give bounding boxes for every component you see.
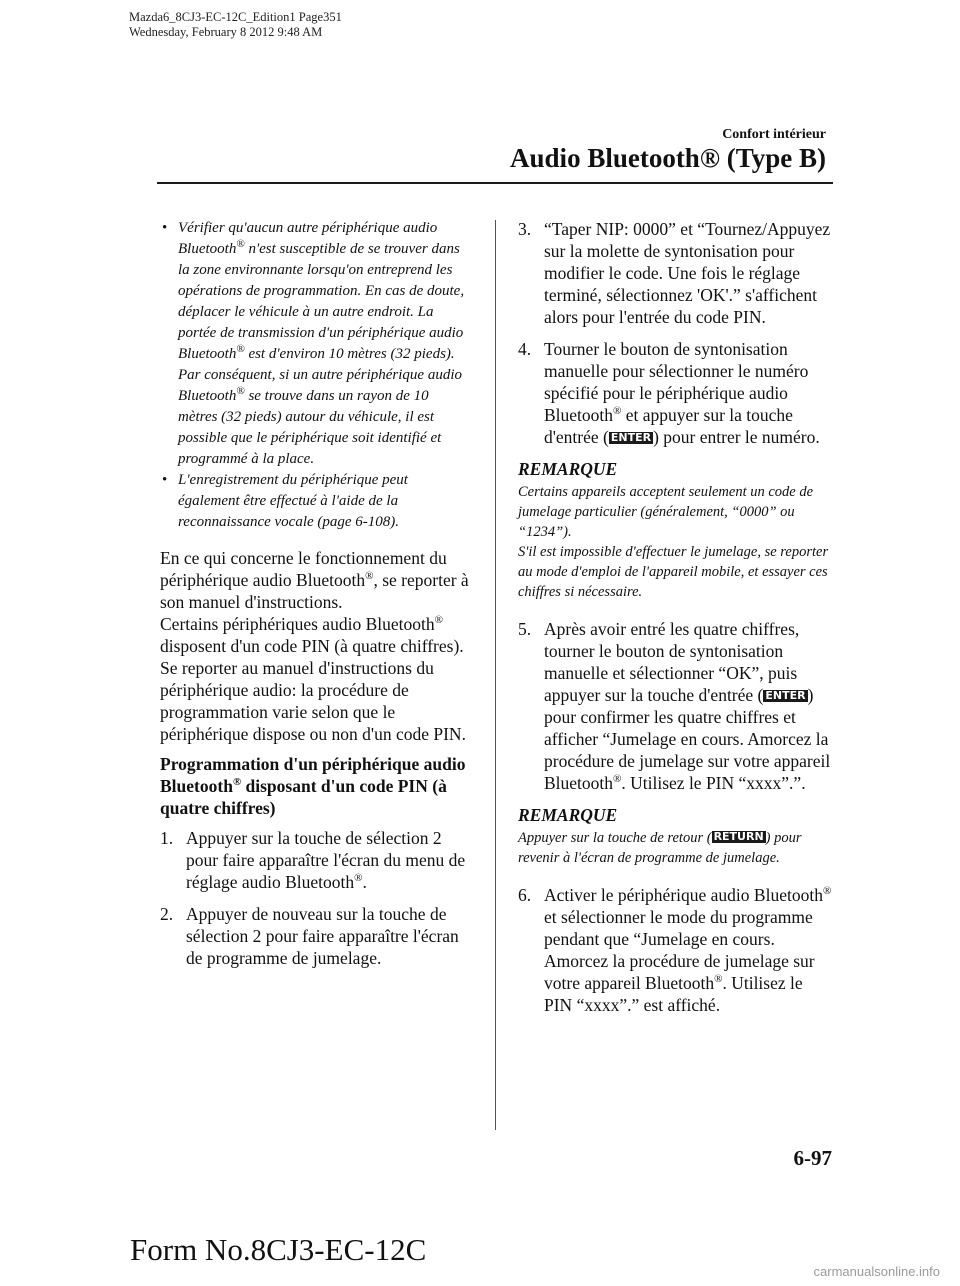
paragraph-operation: En ce qui concerne le fonctionnement du périphérique audio Bluetooth®, se reporter à son manuel d'instructions. Certains périphériques audio Bluetooth® disposent d'un code PIN (à quatre chiffres). Se reporter au manuel d'instructions du périphérique audio: la procédure de programmation varie selon que le périphérique dispose ou non d'un code PIN.: [160, 548, 469, 744]
step-2: 2. Appuyer de nouveau sur la touche de sélection 2 pour faire apparaître l'écran de programme de jumelage.: [160, 904, 459, 968]
column-divider: [495, 220, 496, 1130]
registered-mark: ®: [236, 238, 245, 250]
registered-mark: ®: [236, 385, 245, 397]
watermark: carmanualsonline.info: [813, 1264, 940, 1279]
registered-mark: ®: [613, 773, 622, 786]
step-6: 6. Activer le périphérique audio Bluetooth® et sélectionner le mode du programme pendant que “Jumelage en cours. Amorcez la procédure de jumelage sur votre appareil Bluetooth®. Utilisez le PIN “xxxx”.” est affiché.: [518, 885, 832, 1015]
registered-mark: ®: [236, 343, 245, 355]
step-4: 4. Tourner le bouton de syntonisation manuelle pour sélectionner le numéro spécifié pour le périphérique audio Bluetooth® et appuyer sur la touche d'entrée ( ENTER ) pour entrer le numéro.: [518, 339, 820, 447]
enter-key-icon: ENTER: [765, 689, 806, 702]
registered-mark: ®: [613, 405, 622, 418]
registered-mark: ®: [822, 885, 832, 898]
subheading-pin: Programmation d'un périphérique audio Bluetooth® disposant d'un code PIN (à quatre chiffres): [160, 754, 466, 818]
left-column: [160, 218, 470, 979]
registered-mark: ®: [232, 776, 242, 789]
step-3: 3. “Taper NIP: 0000” et “Tournez/Appuyez sur la molette de syntonisation pour modifier le code. Une fois le réglage terminé, sélectionnez 'OK'.” s'affichent alors pour l'entrée du code PIN.: [518, 219, 831, 327]
print-header: [129, 10, 342, 40]
registered-mark: ®: [365, 570, 374, 583]
return-key-icon: RETURN: [713, 830, 764, 843]
print-header-date: Wednesday, February 8 2012 9:48 AM: [129, 25, 323, 39]
remark-return: Appuyer sur la touche de retour ( RETURN ) pour revenir à l'écran de programme de jumelage.: [518, 830, 802, 866]
registered-mark: ®: [354, 872, 363, 885]
right-column: [518, 218, 834, 1026]
notes-list: [160, 218, 470, 533]
remark-title: REMARQUE: [518, 459, 618, 479]
form-number: Form No.8CJ3-EC-12C: [130, 1232, 427, 1267]
step-5: 5. Après avoir entré les quatre chiffres, tourner le bouton de syntonisation manuelle et sélectionner “OK”, puis appuyer sur la touche d'entrée ( ENTER ) pour confirmer les quatre chiffres et afficher “Jumelage en cours. Amorcez la procédure de jumelage sur votre appareil Bluetooth®. Utilisez le PIN “xxxx”.”.: [518, 619, 831, 793]
remark-title: REMARQUE: [518, 805, 618, 825]
note-item: • Vérifier qu'aucun autre périphérique audio Bluetooth® n'est susceptible de se trouver dans la zone environnante lorsqu'on entreprend les opérations de programmation. En cas de doute, déplacer le véhicule à un autre endroit. La portée de transmission d'un périphérique audio Bluetooth® est d'environ 10 mètres (32 pieds). Par conséquent, si un autre périphérique audio Bluetooth® se trouve dans un rayon de 10 mètres (32 pieds) autour du véhicule, il est possible que le périphérique soit identifié et programmé à la place.: [160, 218, 470, 470]
note-item: • L'enregistrement du périphérique peut également être effectué à l'aide de la reconnaissance vocale (page 6-108).: [160, 470, 470, 533]
step-1: 1. Appuyer sur la touche de sélection 2 pour faire apparaître l'écran du menu de réglage audio Bluetooth®.: [160, 828, 466, 892]
enter-key-icon: ENTER: [610, 431, 652, 444]
registered-mark: ®: [434, 614, 443, 627]
print-header-file: Mazda6_8CJ3-EC-12C_Edition1 Page351: [129, 10, 342, 24]
page-number: 6-97: [793, 1146, 832, 1170]
section-category: Confort intérieur: [722, 127, 826, 142]
remark-pin-codes: Certains appareils acceptent seulement un code de jumelage particulier (généralement, “0000” ou “1234”). S'il est impossible d'effectuer le jumelage, se reporter au mode d'emploi de l'appareil mobile, et essayer ces chiffres si nécessaire.: [518, 484, 829, 600]
registered-mark: ®: [714, 973, 723, 986]
header-rule: [157, 182, 833, 184]
section-title: Audio Bluetooth® (Type B): [510, 143, 826, 173]
